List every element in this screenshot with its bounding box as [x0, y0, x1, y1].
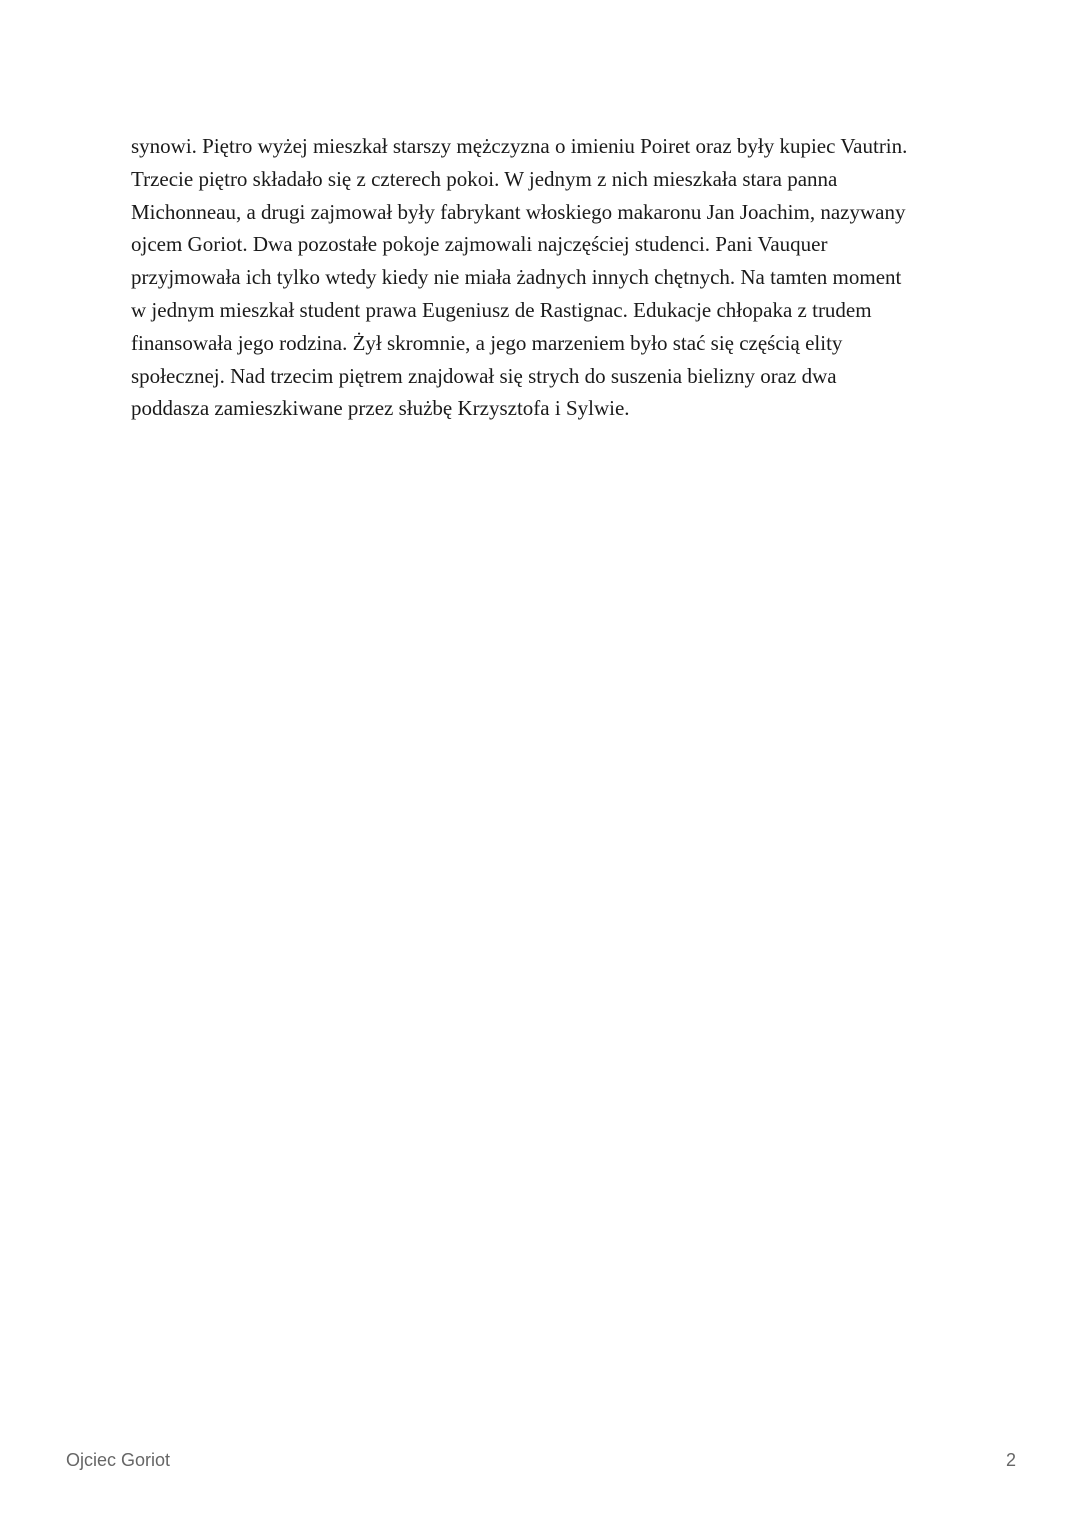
paragraph-line: Michonneau, a drugi zajmował były fabrykant włoskiego makaronu Jan Joachim, nazywany [131, 199, 906, 224]
body-paragraph [131, 130, 971, 425]
paragraph-line: synowi. Piętro wyżej mieszkał starszy mężczyzna o imieniu Poiret oraz były kupiec Vautrin. [131, 134, 908, 158]
paragraph-line: Trzecie piętro składało się z czterech pokoi. W jednym z nich mieszkała stara panna [131, 166, 838, 191]
footer-document-title: Ojciec Goriot [66, 1450, 171, 1470]
paragraph-line: poddasza zamieszkiwane przez służbę Krzysztofa i Sylwie. [131, 396, 630, 421]
paragraph-line: społecznej. Nad trzecim piętrem znajdował się strych do suszenia bielizny oraz dwa [131, 363, 837, 388]
footer-page-number: 2 [1005, 1450, 1016, 1470]
paragraph-line: ojcem Goriot. Dwa pozostałe pokoje zajmowali najczęściej studenci. Pani Vauquer [131, 232, 828, 257]
paragraph-line: finansowała jego rodzina. Żył skromnie, a jego marzeniem było stać się częścią elity [131, 330, 843, 355]
paragraph-line: przyjmowała ich tylko wtedy kiedy nie miała żadnych innych chętnych. Na tamten moment [131, 265, 902, 290]
paragraph-line: w jednym mieszkał student prawa Eugeniusz de Rastignac. Edukacje chłopaka z trudem [131, 297, 872, 322]
